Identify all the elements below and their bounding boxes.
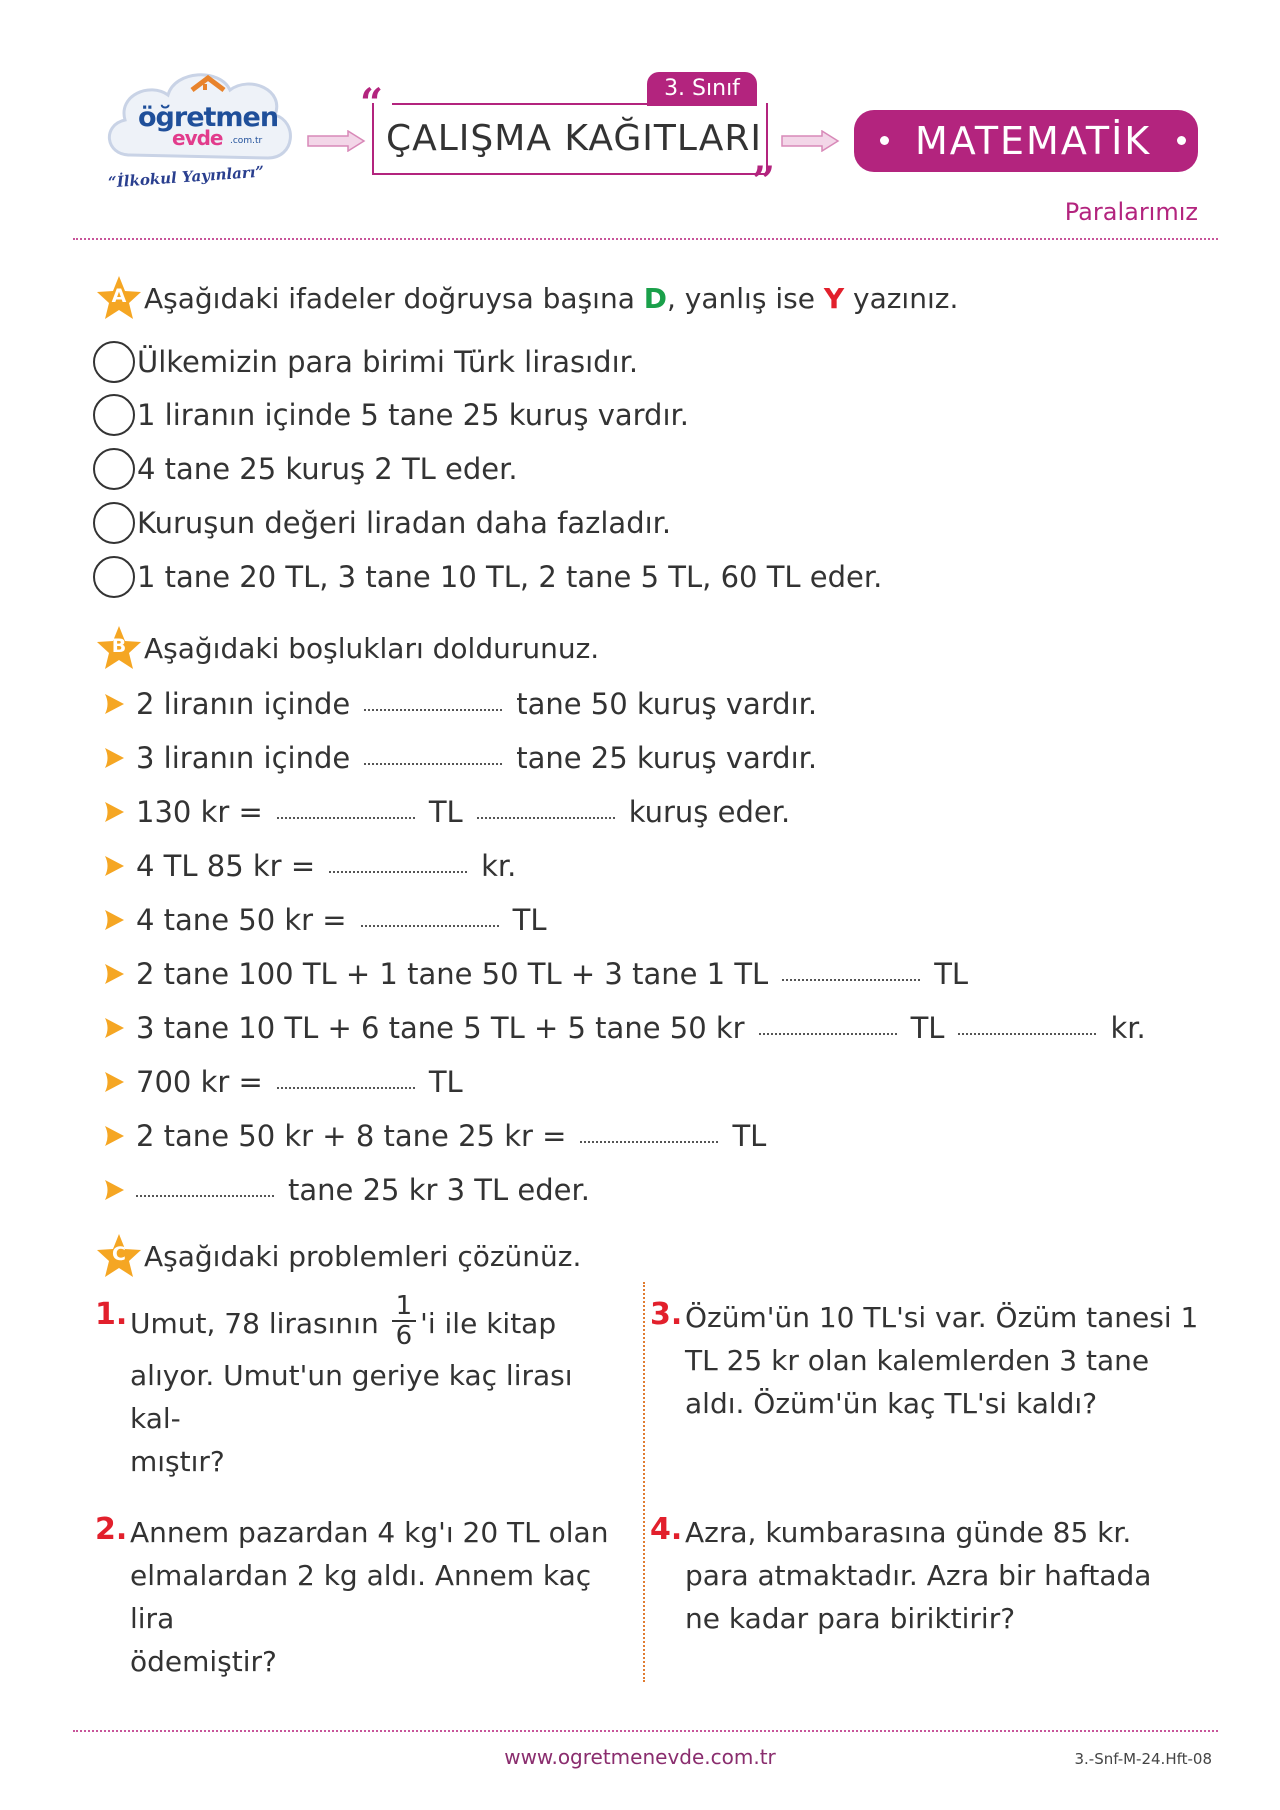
triangle-bullet-icon	[102, 962, 126, 986]
triangle-bullet-icon	[102, 746, 126, 770]
answer-blank[interactable]	[277, 805, 415, 819]
problem-4-text: Azra, kumbarasına günde 85 kr. para atmaktadır. Azra bir haftada ne kadar para biriktirir?	[685, 1516, 1152, 1635]
problem-number: 3.	[650, 1297, 683, 1332]
answer-blank[interactable]	[782, 967, 920, 981]
problem-2-text: Annem pazardan 4 kg'ı 20 TL olan elmalardan 2 kg aldı. Annem kaç lira ödemiştir?	[130, 1516, 609, 1678]
dot-icon	[1177, 136, 1186, 145]
triangle-bullet-icon	[102, 1178, 126, 1202]
answer-circle[interactable]	[93, 556, 135, 598]
logo-word-evde: evde	[172, 126, 223, 150]
footer-divider	[73, 1730, 1218, 1732]
answer-blank[interactable]	[364, 751, 502, 765]
header-divider	[73, 238, 1218, 240]
true-mark: D	[643, 281, 667, 315]
triangle-bullet-icon	[102, 800, 126, 824]
statement-text: Ülkemizin para birimi Türk lirasıdır.	[137, 345, 639, 379]
section-b-instruction: Aşağıdaki boşlukları doldurunuz.	[144, 631, 600, 665]
statement-text: 1 liranın içinde 5 tane 25 kuruş vardır.	[137, 398, 689, 432]
triangle-bullet-icon	[102, 692, 126, 716]
section-c-header	[96, 1234, 581, 1278]
false-mark: Y	[823, 281, 845, 315]
open-quote-icon: “	[360, 80, 384, 127]
answer-blank[interactable]	[477, 805, 615, 819]
fill-blank-item: tane 25 kr 3 TL eder.	[102, 1168, 590, 1212]
star-icon	[96, 1233, 142, 1279]
answer-blank[interactable]	[136, 1183, 274, 1197]
document-code: 3.-Snf-M-24.Hft-08	[1074, 1750, 1212, 1768]
star-icon	[96, 275, 142, 321]
fill-blank-item: 130 kr = TL kuruş eder.	[102, 790, 790, 834]
publisher-logo	[100, 60, 300, 210]
answer-blank[interactable]	[759, 1021, 897, 1035]
dot-icon	[880, 136, 889, 145]
footer-website-link[interactable]: www.ogretmenevde.com.tr	[504, 1745, 776, 1769]
fill-blank-item: 3 tane 10 TL + 6 tane 5 TL + 5 tane 50 kr TL kr.	[102, 1006, 1146, 1050]
column-divider	[643, 1282, 645, 1682]
problem-3-text: Özüm'ün 10 TL'si var. Özüm tanesi 1 TL 25 kr olan kalemlerden 3 tane aldı. Özüm'ün kaç TL'si kaldı?	[685, 1301, 1199, 1420]
triangle-bullet-icon	[102, 854, 126, 878]
title-frame-top	[392, 103, 652, 105]
statement-text: 1 tane 20 TL, 3 tane 10 TL, 2 tane 5 TL, 60 TL eder.	[137, 560, 883, 594]
arrow-right-icon	[780, 130, 840, 152]
answer-blank[interactable]	[361, 913, 499, 927]
star-icon	[96, 625, 142, 671]
grade-label: 3. Sınıf	[647, 72, 757, 106]
topic-label: Paralarımız	[1064, 198, 1198, 226]
fill-blank-item: 2 liranın içinde tane 50 kuruş vardır.	[102, 682, 817, 726]
answer-blank[interactable]	[329, 859, 467, 873]
fill-blank-item: 3 liranın içinde tane 25 kuruş vardır.	[102, 736, 817, 780]
section-letter: B	[111, 635, 127, 657]
close-quote-icon: ”	[752, 158, 776, 205]
section-a-instruction: Aşağıdaki ifadeler doğruysa başına D, yanlış ise Y yazınız.	[144, 281, 959, 315]
fill-blank-item: 4 tane 50 kr = TL	[102, 898, 546, 942]
true-false-item	[93, 447, 518, 491]
arrow-right-icon	[306, 130, 366, 152]
triangle-bullet-icon	[102, 1016, 126, 1040]
section-letter: A	[111, 285, 127, 307]
answer-circle[interactable]	[93, 341, 135, 383]
fill-blank-item: 2 tane 100 TL + 1 tane 50 TL + 3 tane 1 TL TL	[102, 952, 968, 996]
answer-blank[interactable]	[364, 697, 502, 711]
worksheet-title: ÇALIŞMA KAĞITLARI	[385, 118, 763, 159]
fraction: $\frac{1}{6}$	[392, 1292, 417, 1350]
logo-word-ogretmen: öğretmen	[138, 102, 279, 133]
fill-blank-item: 2 tane 50 kr + 8 tane 25 kr = TL	[102, 1114, 766, 1158]
logo-domain: .com.tr	[230, 136, 263, 146]
triangle-bullet-icon	[102, 1124, 126, 1148]
section-a-header	[96, 276, 958, 320]
true-false-item	[93, 501, 671, 545]
section-b-header	[96, 626, 599, 670]
true-false-item	[93, 393, 689, 437]
logo-tagline: “İlkokul Yayınları”	[107, 162, 265, 192]
problem-number: 2.	[95, 1512, 128, 1547]
problem-number: 1.	[95, 1297, 128, 1332]
answer-blank[interactable]	[580, 1129, 718, 1143]
answer-circle[interactable]	[93, 502, 135, 544]
true-false-item	[93, 340, 638, 384]
answer-circle[interactable]	[93, 394, 135, 436]
triangle-bullet-icon	[102, 908, 126, 932]
triangle-bullet-icon	[102, 1070, 126, 1094]
problem-number: 4.	[650, 1512, 683, 1547]
true-false-item	[93, 555, 882, 599]
section-c-instruction: Aşağıdaki problemleri çözünüz.	[144, 1239, 582, 1273]
statement-text: 4 tane 25 kuruş 2 TL eder.	[137, 452, 518, 486]
answer-blank[interactable]	[958, 1021, 1096, 1035]
answer-circle[interactable]	[93, 448, 135, 490]
answer-blank[interactable]	[277, 1075, 415, 1089]
fill-blank-item: 700 kr = TL	[102, 1060, 463, 1104]
subject-badge	[854, 110, 1198, 172]
subject-label: MATEMATİK	[915, 119, 1152, 163]
section-letter: C	[112, 1243, 126, 1265]
fill-blank-item: 4 TL 85 kr = kr.	[102, 844, 516, 888]
problem-1-text: Umut, 78 lirasının $\frac{1}{6}$ 'i ile kitap alıyor. Umut'un geriye kaç lirası kal- mıştır?	[130, 1291, 573, 1478]
statement-text: Kuruşun değeri liradan daha fazladır.	[137, 506, 672, 540]
